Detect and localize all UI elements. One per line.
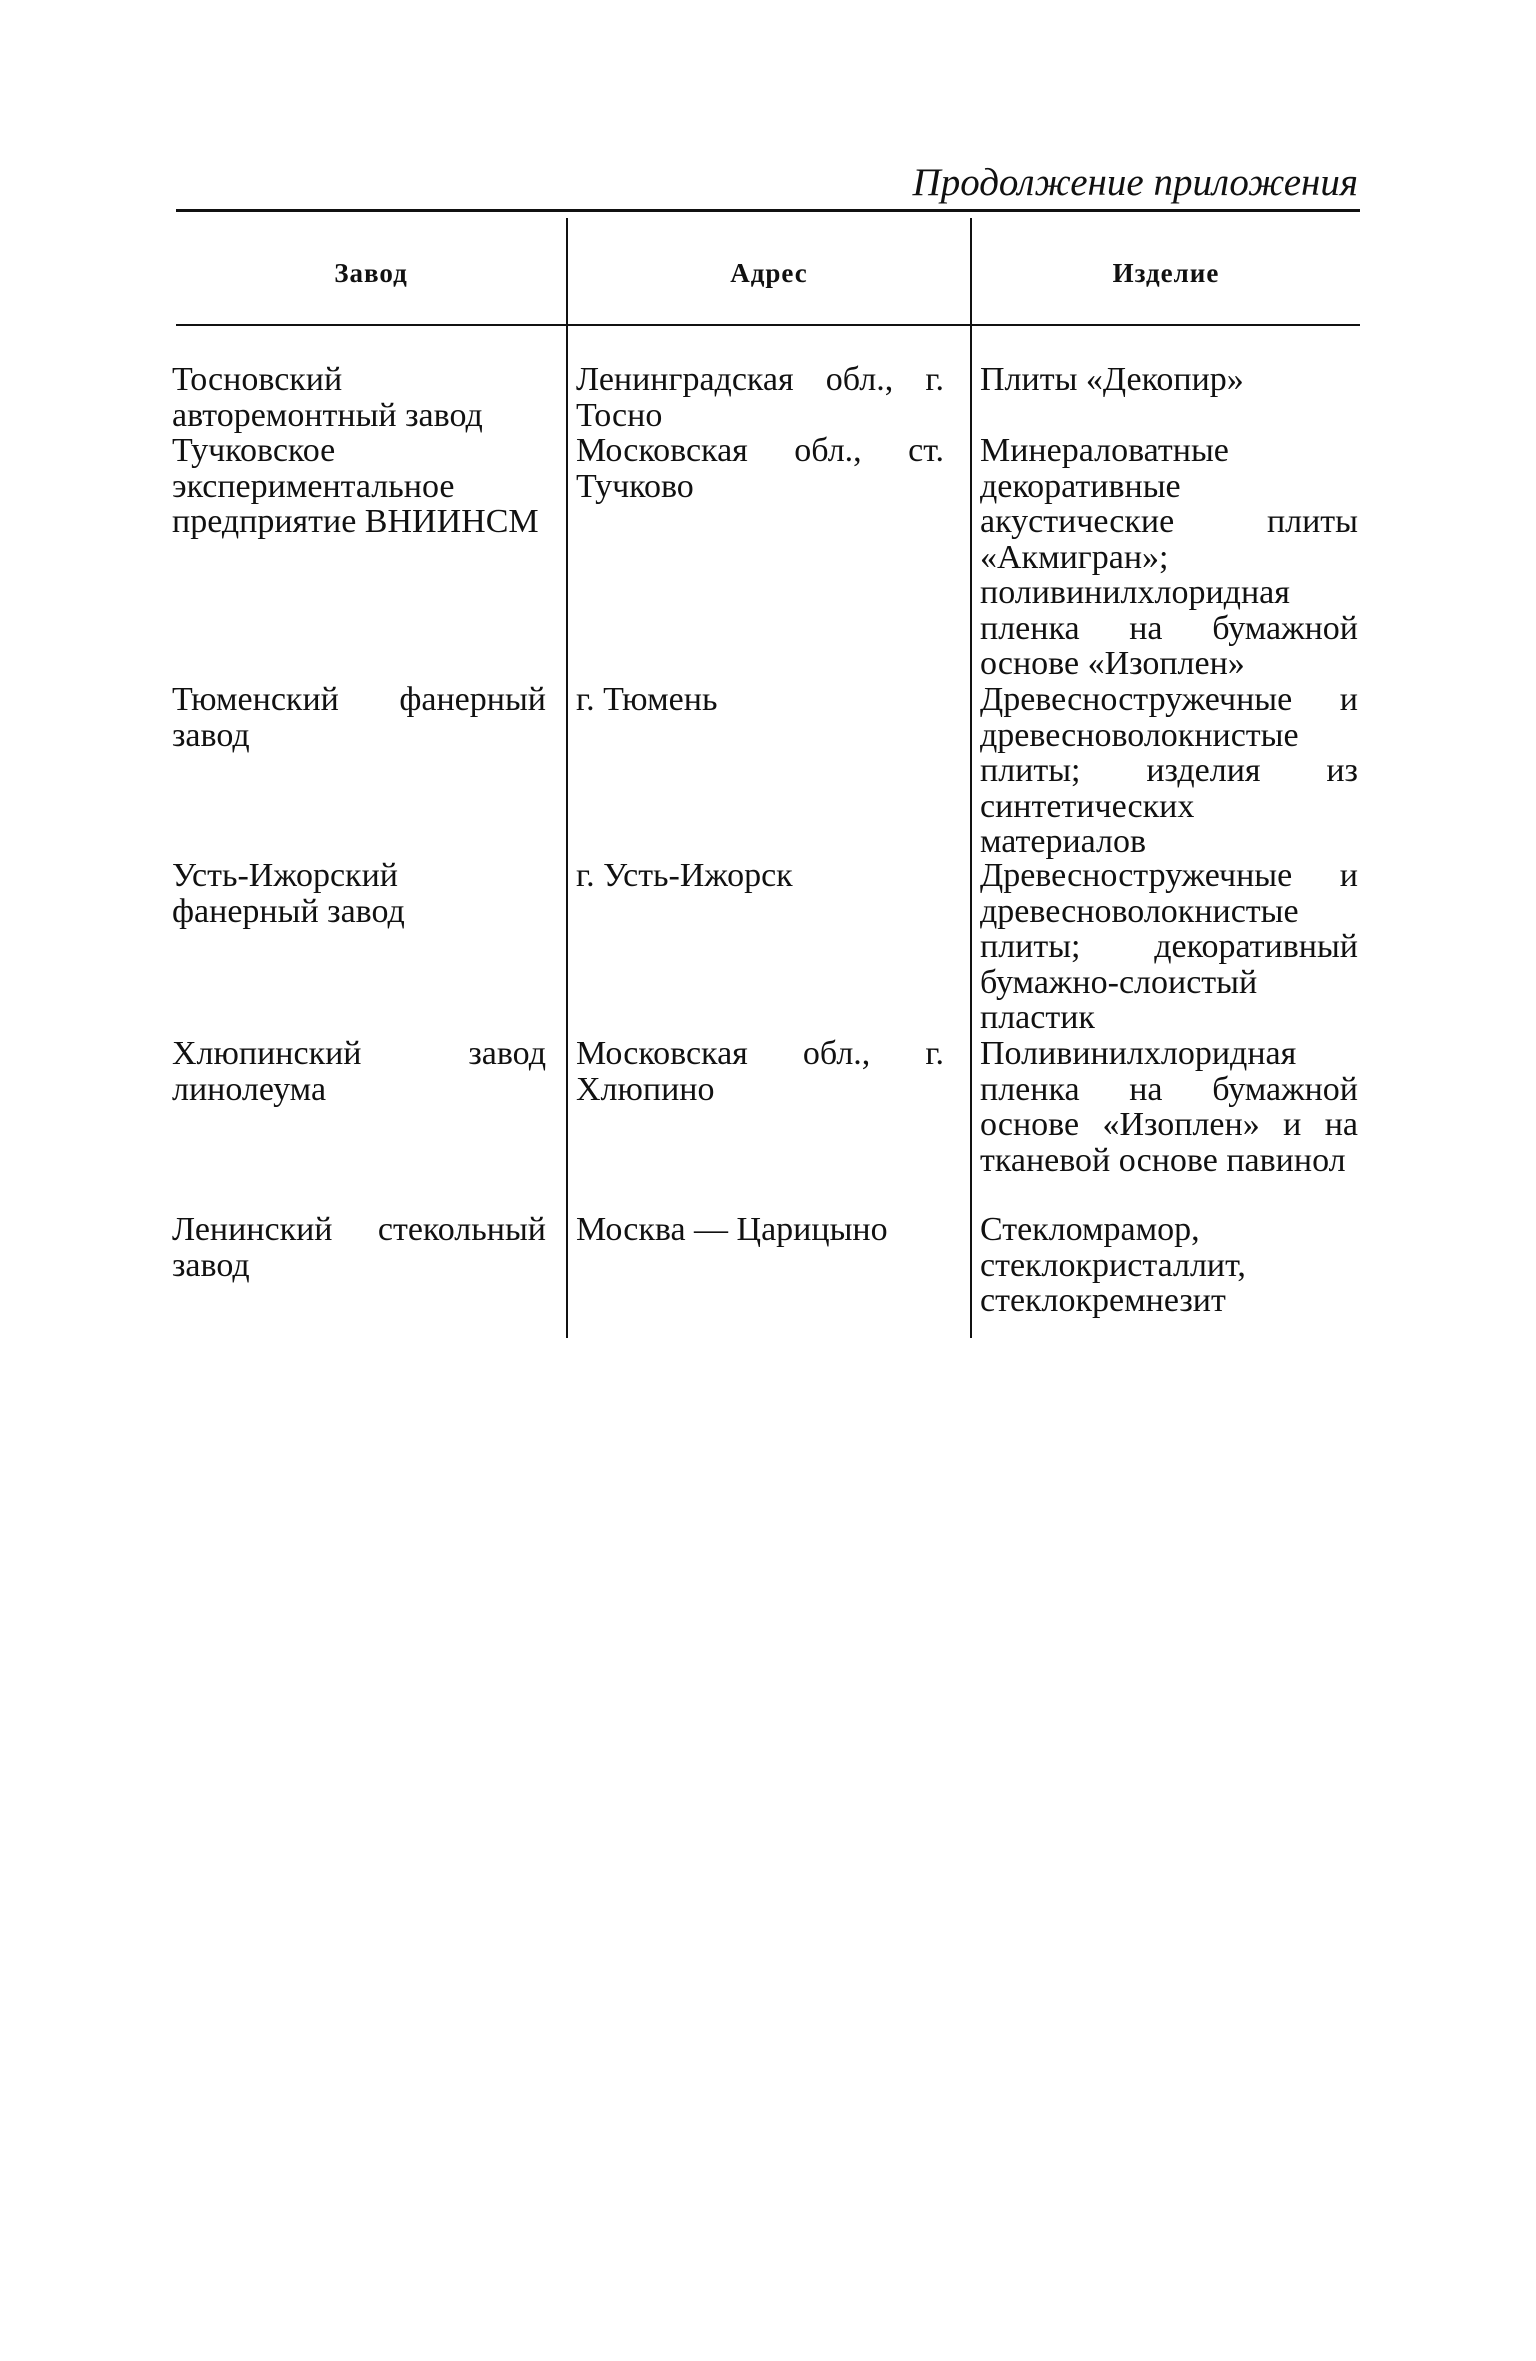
row-4-address: г. Усть-Ижорск [576, 857, 793, 894]
table-top-rule [176, 209, 1360, 212]
row-4-product: Древесностружечные и древесноволокнистые плиты; декоративный бумажно-слоистый пластик [980, 857, 1358, 1036]
row-6-product: Стекломрамор, стеклокристаллит, стеклокремнезит [980, 1211, 1246, 1319]
header-address: Адрес [730, 258, 808, 288]
row-3-plant: Тюменский фанерный завод [172, 681, 546, 754]
row-5-product: Поливинилхлоридная пленка на бумажной основе «Изоплен» и на тканевой основе павинол [980, 1035, 1358, 1179]
row-6-address: Москва — Царицыно [576, 1211, 888, 1248]
row-2-address: Московская обл., ст. Тучково [576, 432, 944, 505]
row-1-product: Плиты «Декопир» [980, 361, 1244, 398]
row-1-plant: Тосновский авторемонтный завод [172, 361, 483, 434]
row-5-plant: Хлюпинский завод линолеума [172, 1035, 546, 1108]
row-2-plant: Тучковское экспериментальное предприятие ВНИИНСМ [172, 432, 539, 540]
row-4-plant: Усть-Ижорский фанерный завод [172, 857, 405, 930]
row-3-product: Древесностружечные и древесноволокнистые плиты; изделия из синтетических материалов [980, 681, 1358, 860]
column-divider-2 [970, 218, 972, 1338]
header-bottom-rule [176, 324, 1360, 326]
header-plant: Завод [334, 258, 408, 288]
header-product: Изделие [1112, 258, 1220, 288]
row-5-address: Московская обл., г. Хлюпино [576, 1035, 944, 1108]
row-6-plant: Ленинский стекольный завод [172, 1211, 546, 1284]
column-divider-1 [566, 218, 568, 1338]
continuation-caption: Продолжение приложения [912, 161, 1358, 204]
row-3-address: г. Тюмень [576, 681, 718, 718]
row-2-product: Минераловатные декоративные акустические плиты «Акмигран»; поливинилхлоридная пленка на бумажной основе «Изоплен» [980, 432, 1358, 682]
row-1-address: Ленинградская обл., г. Тосно [576, 361, 944, 434]
